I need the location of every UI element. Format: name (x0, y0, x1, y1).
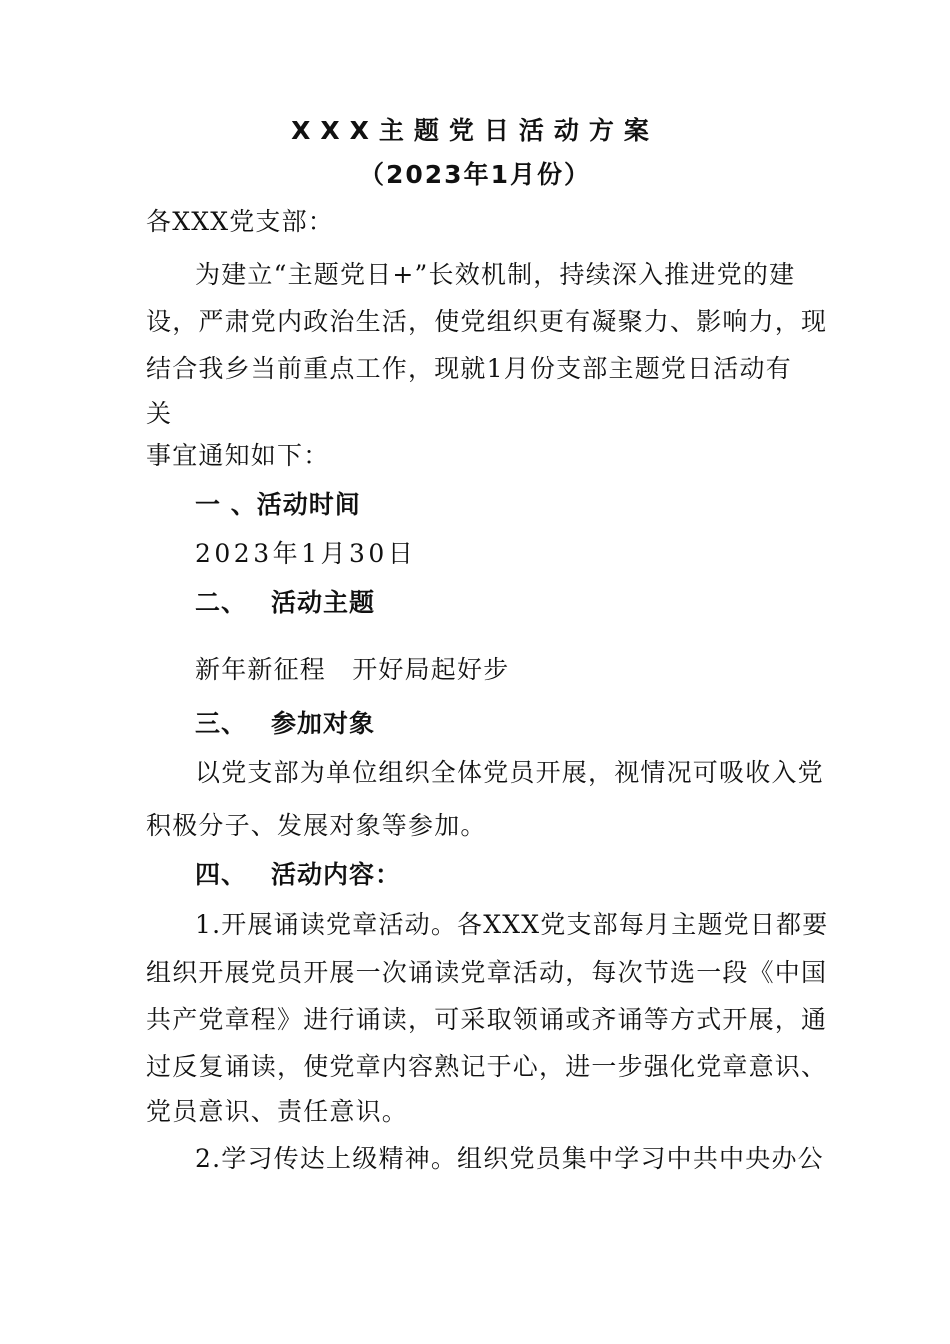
section-body-line: 积极分子、发展对象等参加。 (146, 811, 487, 840)
section-heading (195, 860, 401, 890)
section-body-line: 过反复诵读，使党章内容熟记于心，进一步强化党章意识、 (146, 1052, 828, 1081)
section-body-line: 新年新征程 开好局起好步 (195, 655, 510, 684)
document-subtitle: （2023年1月份） (359, 160, 591, 189)
section-body-line: 2.学习传达上级精神。组织党员集中学习中共中央办公 (195, 1144, 824, 1173)
section-body-line: 组织开展党员开展一次诵读党章活动，每次节选一段《中国 (146, 958, 828, 987)
section-number: 四、 (195, 860, 248, 889)
section-body-line: 以党支部为单位组织全体党员开展，视情况可吸收入党 (195, 758, 824, 787)
intro-line: 事宜通知如下： (146, 441, 330, 470)
section-title: 活动时间 (256, 490, 361, 519)
salutation: 各XXX党支部： (146, 207, 334, 236)
document-title: XXX主题党日活动方案 (291, 116, 659, 145)
intro-line: 结合我乡当前重点工作，现就1月份支部主题党日活动有 (146, 354, 792, 383)
section-number: 三、 (195, 709, 248, 738)
section-number: 一 、 (195, 490, 257, 519)
section-body-line: 党员意识、责任意识。 (146, 1097, 409, 1126)
section-body-line: 1.开展诵读党章活动。各XXX党支部每月主题党日都要 (195, 910, 829, 939)
section-heading (195, 490, 361, 520)
intro-line: 关 (146, 399, 173, 428)
section-body-line: 2023年1月30日 (195, 539, 417, 568)
intro-line: 为建立“主题党日+”长效机制，持续深入推进党的建 (195, 260, 796, 289)
section-heading (195, 709, 375, 739)
section-title: 活动内容： (271, 860, 402, 889)
section-heading (195, 588, 375, 618)
section-number: 二、 (195, 588, 248, 617)
section-body-line: 共产党章程》进行诵读，可采取领诵或齐诵等方式开展，通 (146, 1005, 828, 1034)
intro-line: 设，严肃党内政治生活，使党组织更有凝聚力、影响力，现 (146, 307, 828, 336)
section-title: 参加对象 (271, 709, 376, 738)
section-title: 活动主题 (271, 588, 376, 617)
